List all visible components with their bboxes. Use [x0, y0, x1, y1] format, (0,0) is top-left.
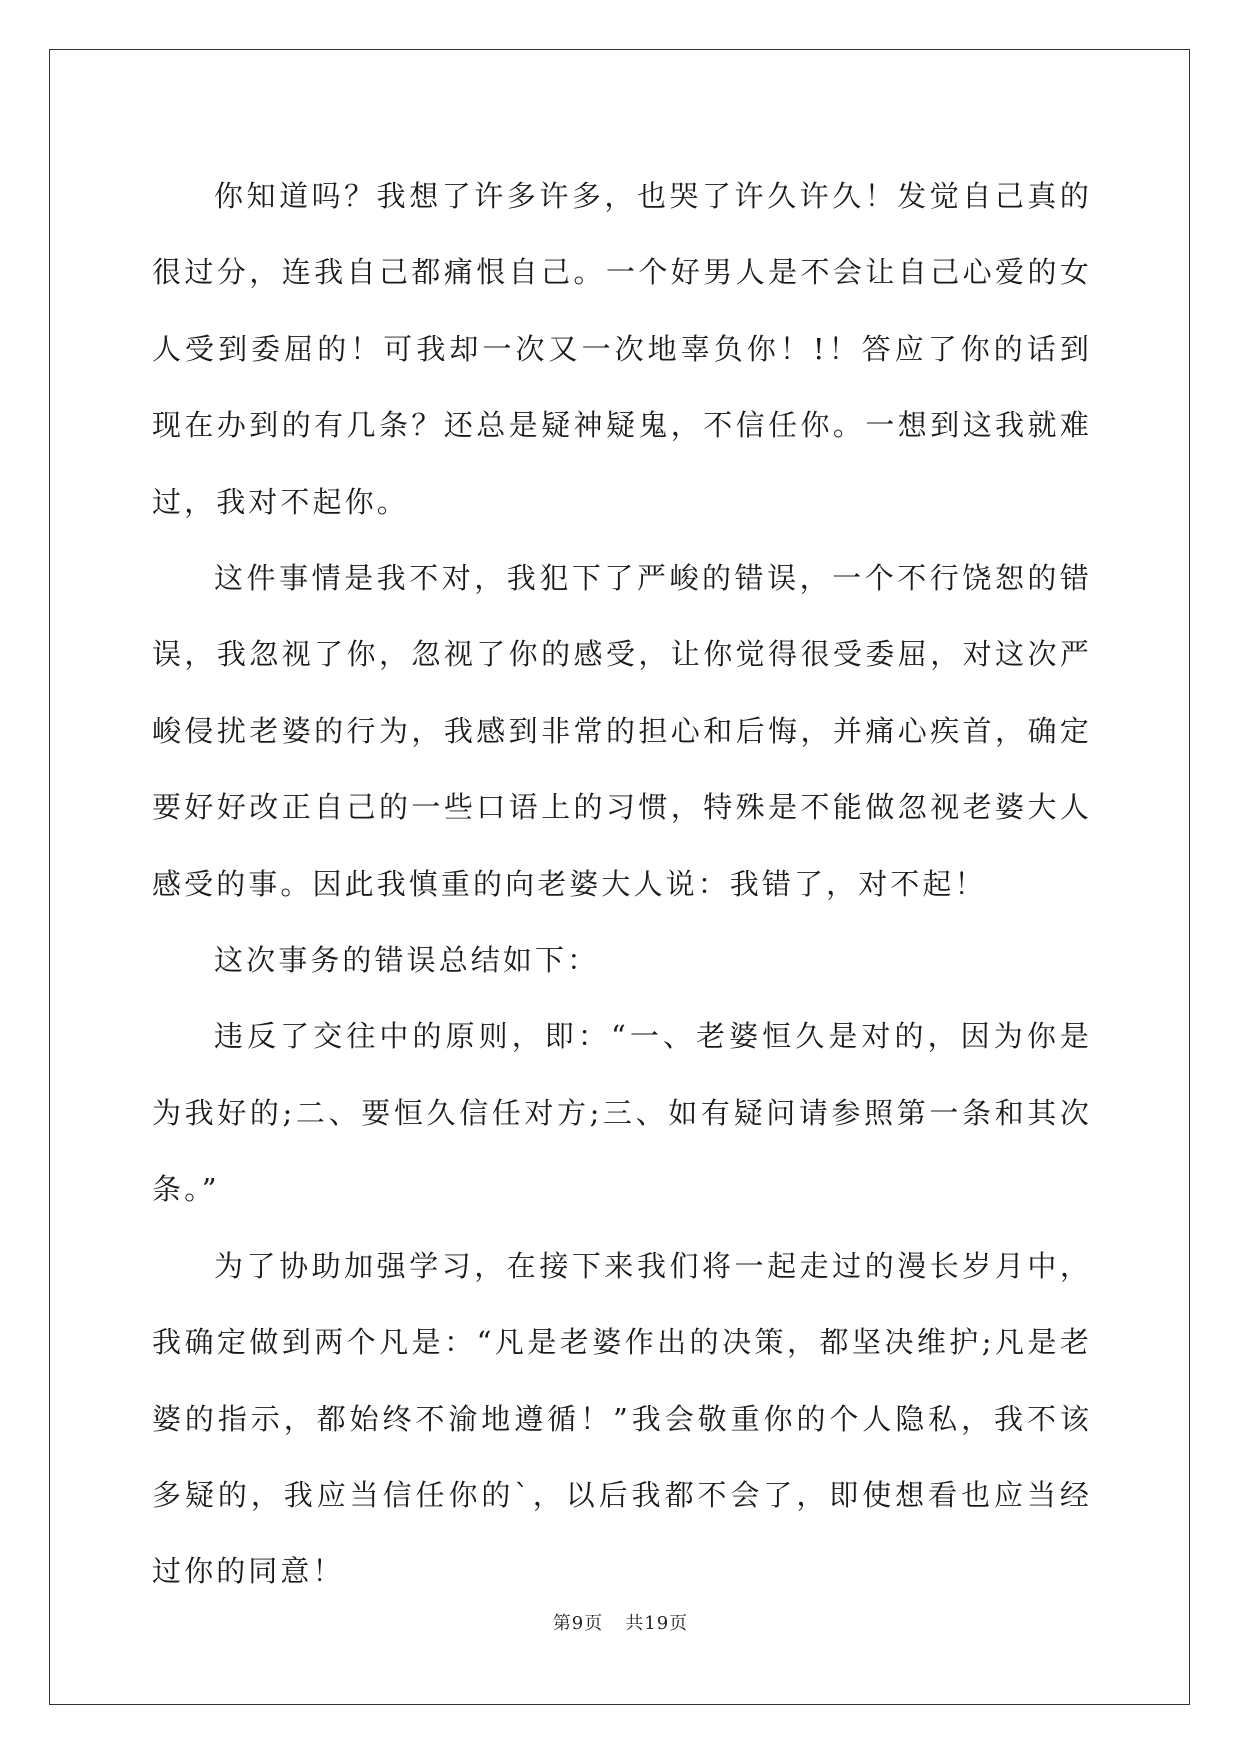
- paragraph-5: 为了协助加强学习，在接下来我们将一起走过的漫长岁月中，我确定做到两个凡是：“凡是老婆作出的决策，都坚决维护;凡是老婆的指示，都始终不渝地遵循！”我会敬重你的个人隐私，我不该多疑的，我应当信任你的`，以后我都不会了，即使想看也应当经过你的同意！: [152, 1248, 1092, 1589]
- paragraph-3: 这次事务的错误总结如下：: [214, 943, 600, 978]
- paragraph-4: 违反了交往中的原则，即：“一、老婆恒久是对的，因为你是为我好的;二、要恒久信任对方;三、如有疑问请参照第一条和其次条。”: [152, 1019, 1092, 1207]
- page-number: 第9页: [552, 1613, 604, 1634]
- paragraph-1: 你知道吗？我想了许多许多，也哭了许久许久！发觉自己真的很过分，连我自己都痛恨自己。一个好男人是不会让自己心爱的女人受到委屈的！可我却一次又一次地辜负你！!！答应了你的话到现在办到的有几条？还总是疑神疑鬼，不信任你。一想到这我就难过，我对不起你。: [152, 179, 1092, 519]
- document-body: [152, 158, 1092, 1610]
- page-total: 共19页: [625, 1613, 689, 1634]
- page-footer: [0, 1609, 1241, 1635]
- paragraph-2: 这件事情是我不对，我犯下了严峻的错误，一个不行饶恕的错误，我忽视了你，忽视了你的感受，让你觉得很受委屈，对这次严峻侵扰老婆的行为，我感到非常的担心和后悔，并痛心疾首，确定要好好改正自己的一些口语上的习惯，特殊是不能做忽视老婆大人感受的事。因此我慎重的向老婆大人说：我错了，对不起！: [152, 561, 1092, 901]
